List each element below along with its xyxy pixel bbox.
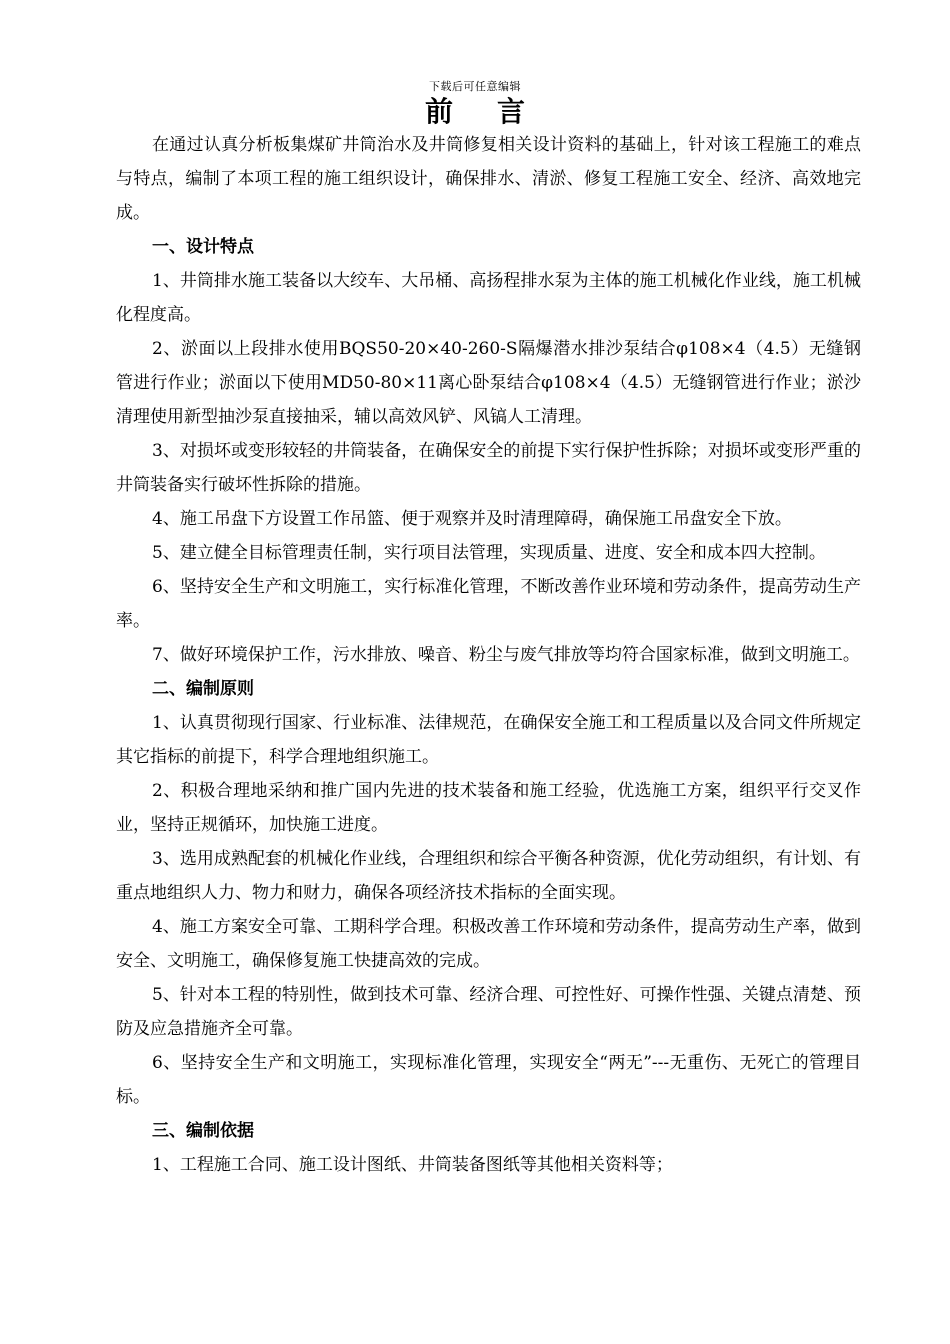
section-heading: 一、设计特点	[152, 237, 254, 257]
section-design-features	[116, 230, 861, 672]
paragraph: 5、针对本工程的特别性，做到技术可靠、经济合理、可控性好、可操作性强、关键点清楚、预防及应急措施齐全可靠。	[116, 985, 861, 1039]
paragraph: 2、积极合理地采纳和推广国内先进的技术装备和施工经验，优选施工方案，组织平行交叉作业，坚持正规循环，加快施工进度。	[116, 781, 861, 835]
paragraph: 2、淤面以上段排水使用BQS50-20×40-260-S隔爆潜水排沙泵结合φ108×4（4.5）无缝钢管进行作业；淤面以下使用MD50-80×11离心卧泵结合φ108×4（4.5）无缝钢管进行作业；淤沙清理使用新型抽沙泵直接抽采，辅以高效风铲、风镐人工清理。	[116, 339, 861, 427]
page-title: 前言	[424, 95, 569, 128]
section-heading: 二、编制原则	[152, 679, 254, 699]
section-heading: 三、编制依据	[152, 1121, 254, 1141]
paragraph: 1、井筒排水施工装备以大绞车、大吊桶、高扬程排水泵为主体的施工机械化作业线，施工机械化程度高。	[116, 271, 861, 325]
paragraph: 4、施工吊盘下方设置工作吊篮、便于观察并及时清理障碍，确保施工吊盘安全下放。	[152, 509, 792, 529]
section-compilation-principles	[116, 672, 861, 1114]
paragraph: 4、施工方案安全可靠、工期科学合理。积极改善工作环境和劳动条件，提高劳动生产率，做到安全、文明施工，确保修复施工快捷高效的完成。	[116, 917, 861, 971]
paragraph: 6、坚持安全生产和文明施工，实行标准化管理，不断改善作业环境和劳动条件，提高劳动生产率。	[116, 577, 861, 631]
document-body	[116, 128, 861, 1182]
paragraph: 1、认真贯彻现行国家、行业标准、法律规范，在确保安全施工和工程质量以及合同文件所规定其它指标的前提下，科学合理地组织施工。	[116, 713, 861, 767]
paragraph: 7、做好环境保护工作，污水排放、噪音、粉尘与废气排放等均符合国家标准，做到文明施工。	[152, 645, 860, 665]
paragraph: 1、工程施工合同、施工设计图纸、井筒装备图纸等其他相关资料等；	[152, 1155, 673, 1175]
paragraph: 6、坚持安全生产和文明施工，实现标准化管理，实现安全“两无”---无重伤、无死亡的管理目标。	[116, 1053, 861, 1107]
paragraph: 5、建立健全目标管理责任制，实行项目法管理，实现质量、进度、安全和成本四大控制。	[152, 543, 826, 563]
section-compilation-basis	[116, 1114, 861, 1182]
intro-paragraph: 在通过认真分析板集煤矿井筒治水及井筒修复相关设计资料的基础上，针对该工程施工的难点与特点，编制了本项工程的施工组织设计，确保排水、清淤、修复工程施工安全、经济、高效地完成。	[116, 135, 861, 223]
paragraph: 3、对损坏或变形较轻的井筒装备，在确保安全的前提下实行保护性拆除；对损坏或变形严重的井筒装备实行破坏性拆除的措施。	[116, 441, 861, 495]
paragraph: 3、选用成熟配套的机械化作业线，合理组织和综合平衡各种资源，优化劳动组织，有计划、有重点地组织人力、物力和财力，确保各项经济技术指标的全面实现。	[116, 849, 861, 903]
header-note: 下载后可任意编辑	[429, 80, 521, 93]
